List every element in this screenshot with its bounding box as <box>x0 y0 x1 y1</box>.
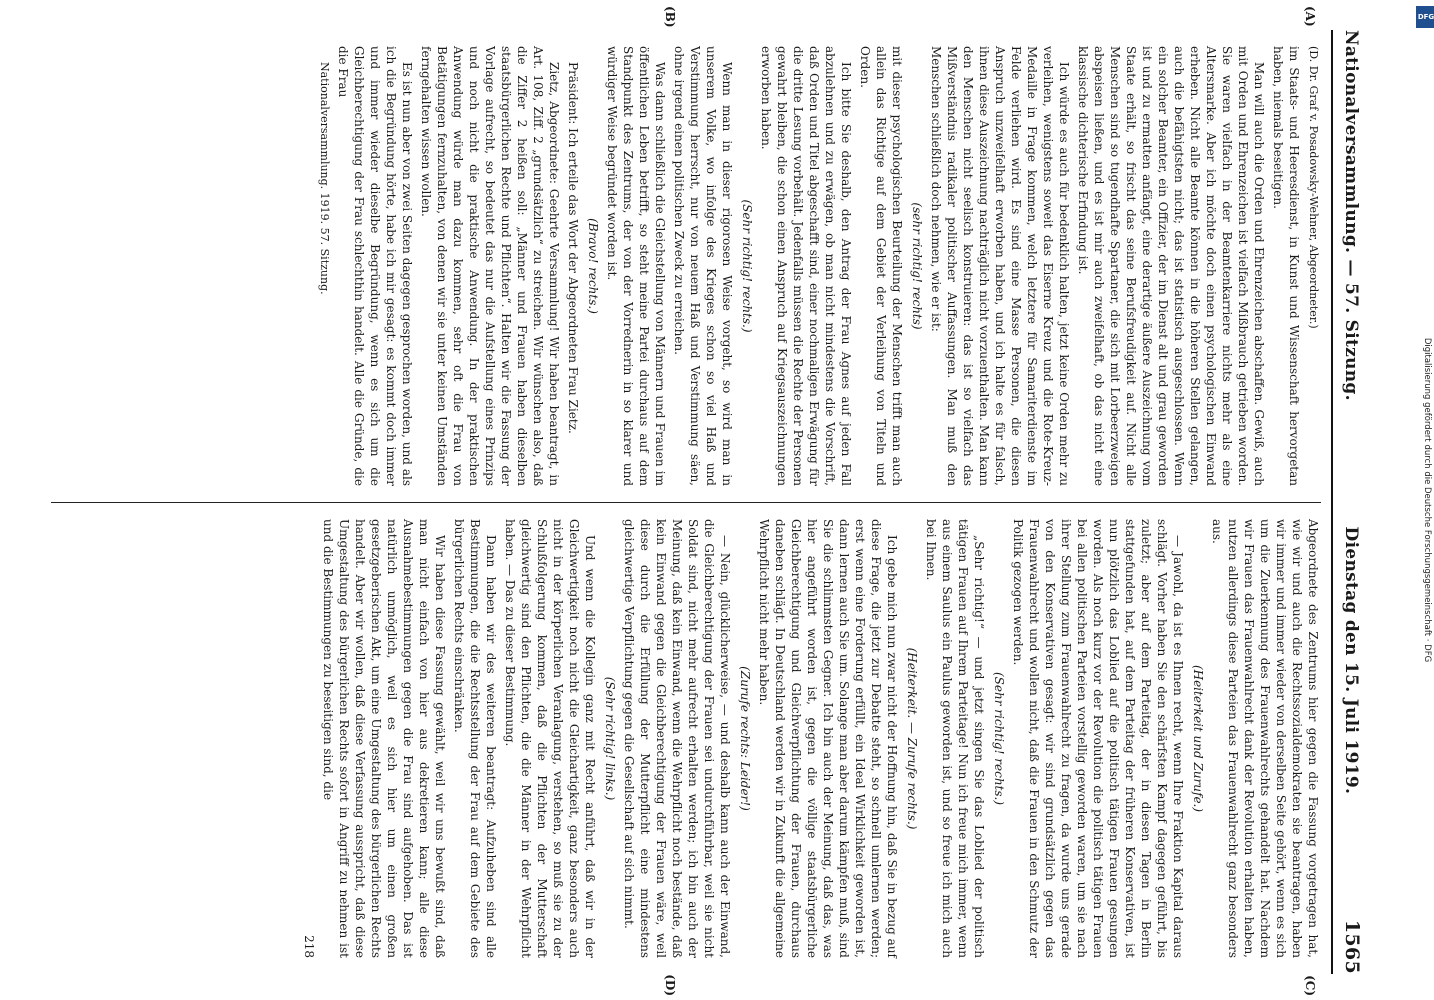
digitization-credit: Digitalisierung gefördert durch die Deutsche Forschungsgemeinschaft · DFG <box>1422 337 1432 663</box>
margin-marker-c: (C) <box>1303 975 1317 996</box>
interjection: (Sehr richtig! rechts.) <box>992 671 1006 806</box>
margin-marker-a: (A) <box>1303 6 1317 27</box>
paragraph: Was dann schließlich die Gleichstellung von Männern und Frauen im öffentlichen Leben betrifft, so steht meine Partei durchaus auf dem Standpunkt des Zentrums, der von der Vorrednerin in so klarer und würdiger Weise begründet worden ist. <box>605 46 667 486</box>
paragraph: Es ist nun aber von zwei Seiten dagegen gesprochen worden, und als ich die Begründung hörte, habe ich mir gesagt: es kommt doch immer und immer wieder dieselbe Begründung, wenn es sich um die Gleichberechtigung der Frau schlechthin handelt. Alle die Gründe, die die Frau <box>336 46 414 486</box>
paragraph: Wir haben diese Fassung gewählt, weil wir uns bewußt sind, daß man nicht einfach von hier aus dekretieren kann; alle diese Ausnahmebestimmungen gegen die Frau sind aufgehoben. Das ist natürlich unmöglich, weil es sich hier um einen großen gesetzgeberischen Akt, um eine Umgestaltung des bürgerlichen Rechts handelt. Aber wir wollen, daß diese Verfassung ausspricht, daß diese Umgestaltung des bürgerlichen Rechts sofort in Angriff zu nehmen ist und die Bestimmungen zu beseitigen sind, die <box>321 519 447 958</box>
paragraph: Ich bitte Sie deshalb, den Antrag der Frau Agnes auf jeden Fall abzulehnen und zu erwägen, ob man nicht mindestens die Vorschrift, daß Orden und Titel abgeschafft sind, einer nochmaligen Erwägung für die dritte Lesung vorbehält. Jedenfalls müssen die Rechte der Personen gewahrt bleiben, die schon einen Anspruch auf Kriegsauszeichnungen erworben haben. <box>759 46 853 486</box>
interjection: (Heiterkeit. — Zurufe rechts.) <box>905 647 919 830</box>
speaker-caption: (D. Dr. Graf v. Posadowsky-Wehner, Abgeordneter.) <box>1307 46 1320 329</box>
paragraph: — Nein, glücklicherweise, — und deshalb kann auch der Einwand, die Gleichberechtigung der Frauen sei undurchführbar, weil sie nicht Soldat sind, nicht mehr aufrecht erhalten werden; ich bin auch der Meinung, daß kein Einwand, wenn die Wehrpflicht noch bestände, daß kein Einwand gegen die Gleichberechtigung der Frauen wäre, weil diese durch die Erfüllung der Mutterpflicht eine mindestens gleichwertige Verpflichtung gegen die Gesellschaft auf sich nimmt. <box>622 519 732 958</box>
margin-marker-b: (B) <box>663 6 677 28</box>
paragraph: Und wenn die Kollegin ganz mit Recht anführt, daß wir in der Gleichwertigkeit noch nicht die Gleichartigkeit, ganz besonders auch nicht in der körperlichen Veranlagung, verstehen, so muß sie zu der Schlußfolgerung kommen, daß die Pflichten der Mutterschaft gleichwertig sind den Pflichten, die die Männer in der Wehrpflicht haben. — Das zu dieser Bestimmung. <box>503 519 597 958</box>
paragraph: Zietz, Abgeordnete: Geehrte Versammlung! Wir haben beantragt, in Art. 108, Ziff. 2 „grundsätzlich“ zu streichen. Wir wünschen also, daß die Ziffer 2 heißen soll: „Männer und Frauen haben dieselben staatsbürgerlichen Rechte und Pflichten“. Halten wir die Fassung der Vorlage aufrecht, so bedeutet das nur die Aufstellung eines Prinzips und noch nicht die praktische Anwendung. In der praktischen Anwendung würde man dazu kommen, sehr oft die Frau von Betätigungen fernzuhalten, von denen wir sie unter keinen Umständen ferngehalten wissen wollen. <box>419 46 561 486</box>
header-right: Dienstag den 15. Juli 1919. <box>1341 526 1361 795</box>
paragraph: Ich würde es auch für bedenklich halten, jetzt keine Orden mehr zu verleihen, wenigstens soweit das Eiserne Kreuz und die Rote-Kreuz-Medaille in Frage kommen, welch letztere für Samariterdienste im Felde verliehen wird. Es sind eine Masse Personen, die diesen Anspruch unzweifelhaft erworben haben, und ich halte es für falsch, ihnen diese Auszeichnung nachträglich nicht vorzuenthalten. Man kann den Menschen nicht seelisch konstruieren: das ist so vielfach das Mißverständnis radikaler politischer Auffassungen. Man muß den Menschen schließlich doch nehmen, wie er ist: <box>929 46 1071 486</box>
interjection: (Sehr richtig! rechts.) <box>740 199 754 333</box>
scanned-page <box>17 0 1377 1000</box>
paragraph: im Staats- und Heeresdienst, in Kunst und Wissenschaft hervorgetan haben, niemals beseitigen. <box>1271 46 1301 486</box>
interjection: (Sehr richtig! links.) <box>603 676 617 801</box>
header-left: Nationalversammlung. — 57. Sitzung. <box>1341 30 1361 401</box>
paragraph: Man will auch die Orden und Ehrenzeichen abschaffen. Gewiß, auch mit Orden und Ehrenzeichen ist vielfach Mißbrauch getrieben worden. Sie waren vielfach in der Beamtenkarriere nichts mehr als eine Altersmarke. Aber ich möchte doch einen psychologischen Einwand erheben. Nicht alle Beamte können in die höheren Stellen gelangen, auch die befähigtsten nicht; das ist statistisch ausgeschlossen. Wenn ein solcher Beamter, ein Offizier, der im Dienst alt und grau geworden ist und zu ermatten anfängt, eine derartige äußere Auszeichnung vom Staate erhält, so frischt das seine Berufsfreudigkeit auf. Nicht alle Menschen sind so tugendhafte Spartaner, die sich mit Lorbeerzweigen abspeisen ließen, und es ist mir auch zweifelhaft, ob das nicht eine klassische dichterische Erfindung ist. <box>1076 46 1266 486</box>
paragraph: „Sehr richtig!“ — und jetzt singen Sie das Loblied der politisch tätigen Frauen auf Ihrem Parteitage! Nun ich freue mich immer, wenn aus einem Saulus ein Paulus geworden ist, und so freue ich mich auch bei Ihnen. <box>924 519 986 958</box>
page-number: 1565 <box>1341 919 1363 974</box>
paragraph: Abgeordnete des Zentrums hier gegen die Fassung vorgetragen hat, wie wir und auch die Rechtssozialdemokraten sie beantragen, haben wir immer und immer wieder von derselben Seite gehört, wenn es sich um die Zuerkennung des Frauenwahlrechts gehandelt hat. Nachdem wir Frauen das Frauenwahlrecht dank der Revolution erhalten haben, nutzen allerdings diese Parteien das Frauenwahlrecht ganz besonders aus. <box>1210 519 1320 958</box>
left-column <box>51 30 1321 502</box>
margin-marker-d: (D) <box>663 974 677 996</box>
paragraph: mit dieser psychologischen Beurteilung der Menschen trifft man auch allein das Richtige auf dem Gebiet der Verleihung von Titeln und Orden. <box>858 46 904 486</box>
paragraph: — Jawohl, da ist es Ihnen recht, wenn Ihre Fraktion Kapital daraus schlägt. Vorher haben Sie den schärfsten Kampf dagegen geführt, bis zuletzt; aber auf dem Parteitag, der in diesen Tagen in Berlin stattgefunden hat, auf dem Parteitag der früheren Konservativen, ist nun plötzlich das Loblied auf die politisch tätigen Frauen gesungen worden. Als noch kurz vor der Revolution die politisch tätigen Frauen bei allen politischen Parteien vorstellig geworden waren, um sie nach ihrer Stellung zum Frauenwahlrecht zu fragen, da wurde uns gerade von den Konservativen gesagt: wir sind grundsätzlich gegen das Frauenwahlrecht und wollen nicht, daß die Frauen in den Schmutz der Politik gezogen werden. <box>1011 519 1185 958</box>
running-head <box>1331 30 1363 974</box>
text-columns <box>51 30 1321 974</box>
paragraph: Dann haben wir des weiteren beantragt: Aufzuheben sind alle Bestimmungen, die die Rechtsstellung der Frau auf dem Gebiete des bürgerlichen Rechts einschränken. <box>452 519 498 958</box>
paragraph: Präsident: Ich erteile das Wort der Abgeordneten Frau Zietz. <box>566 62 580 434</box>
signature-number: 218 <box>302 935 316 958</box>
right-column <box>51 502 1321 974</box>
paragraph: Ich gebe mich nun zwar nicht der Hoffnung hin, daß Sie in bezug auf diese Frage, die jetzt zur Debatte steht, so schnell umlernen werden; erst wenn eine Forderung erfüllt, ein Ideal Wirklichkeit geworden ist, dann lernen auch Sie um. Solange man aber darum kämpfen muß, sind Sie die schlimmsten Gegner. Ich bin auch der Meinung, daß das, was hier angeführt worden ist, gegen die völlige staatsbürgerliche Gleichberechtigung und Gleichverpflichtung der Frauen, durchaus daneben schlägt. In Deutschland werden wir in Zukunft die allgemeine Wehrpflicht nicht mehr haben. <box>757 519 899 958</box>
page-footer: Nationalversammlung. 1919. 57. Sitzung. <box>318 62 331 295</box>
interjection: (sehr richtig! rechts) <box>910 202 924 330</box>
interjection: (Bravo! rechts.) <box>586 218 600 314</box>
interjection: (Zurufe rechts: Leider!) <box>738 666 752 811</box>
paragraph: Wenn man in dieser rigorosen Weise vorgeht, so wird man in unserem Volke, wo infolge des Krieges schon so viel Haß und Verstimmung herrscht, nur von neuem Haß und Verstimmung säen, ohne irgend einen politischen Zweck zu erreichen. <box>672 46 734 486</box>
interjection: (Heiterkeit und Zurufe.) <box>1191 664 1205 813</box>
dfg-logo-badge: DFG <box>1416 6 1434 28</box>
